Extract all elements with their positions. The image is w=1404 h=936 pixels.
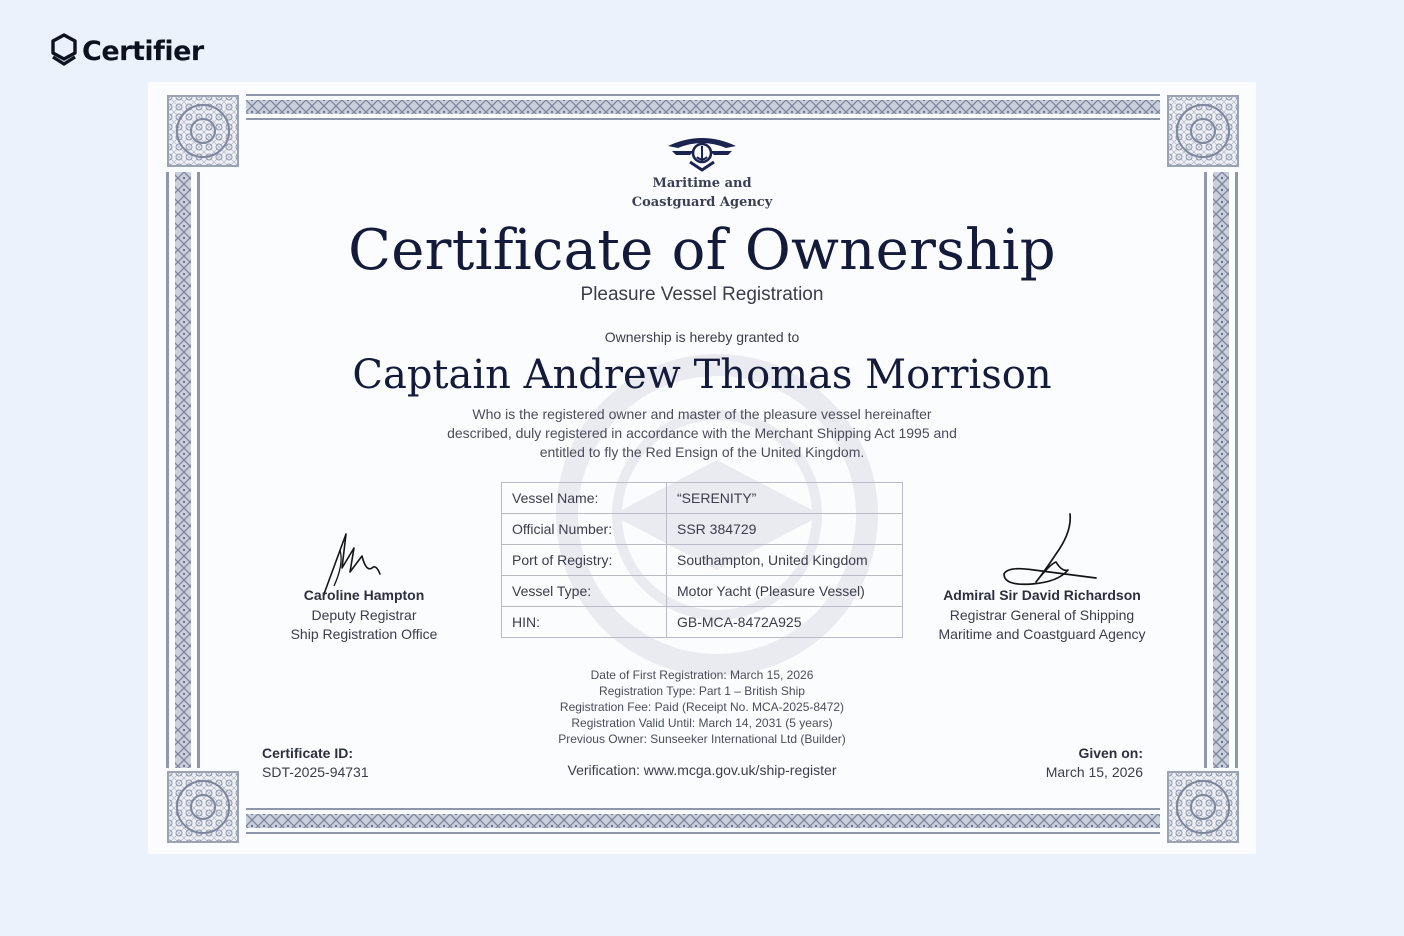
first-registration-date: Date of First Registration: March 15, 2026 [590, 668, 814, 682]
signatory-right-title: Registrar General of Shipping [949, 607, 1135, 623]
table-row [502, 514, 903, 545]
brand-logo [50, 33, 204, 69]
previous-owner: Previous Owner: Sunseeker International Ltd (Builder) [558, 732, 846, 746]
port-of-registry-label: Port of Registry: [502, 545, 667, 576]
certificate-description: Who is the registered owner and master of the pleasure vessel hereinafter described, duly registered in accordance with the Merchant Shipping Act 1995 and entitled to fly the Red Ensign of the United Kingdom. [447, 406, 957, 460]
hin-label: HIN: [502, 607, 667, 638]
certificate-title: Certificate of Ownership [348, 218, 1056, 283]
signatory-left-name: Caroline Hampton [303, 587, 425, 603]
signature-right [1000, 510, 1100, 590]
official-number-label: Official Number: [502, 514, 667, 545]
agency-name-line1: Maritime and [652, 176, 752, 191]
given-on-label: Given on: [1078, 745, 1143, 761]
certificate-id-value: SDT-2025-94731 [262, 764, 369, 780]
certificate-id-block [262, 744, 369, 782]
official-number-value: SSR 384729 [667, 514, 903, 545]
certifier-logo-icon [50, 33, 78, 69]
hin-value: GB-MCA-8472A925 [667, 607, 903, 638]
agency-name-line2: Coastguard Agency [631, 195, 773, 210]
signatory-left-office: Ship Registration Office [290, 626, 438, 642]
given-on-date: March 15, 2026 [1045, 764, 1143, 780]
vessel-type-value: Motor Yacht (Pleasure Vessel) [667, 576, 903, 607]
signatory-right [922, 584, 1162, 644]
corner-ornament-bottom-right [1164, 768, 1242, 846]
table-row [502, 607, 903, 638]
registration-type: Registration Type: Part 1 – British Ship [599, 684, 805, 698]
signatory-right-name: Admiral Sir David Richardson [943, 587, 1141, 603]
anchor-wings-emblem-icon [666, 134, 738, 172]
registration-details [502, 667, 902, 747]
certificate [148, 82, 1256, 854]
border-top [246, 94, 1160, 120]
certificate-id-label: Certificate ID: [262, 745, 354, 761]
verification-url[interactable]: Verification: www.mcga.gov.uk/ship-register [567, 762, 837, 778]
signatory-left-title: Deputy Registrar [311, 607, 417, 623]
corner-ornament-top-left [164, 92, 242, 170]
table-row [502, 545, 903, 576]
vessel-name-label: Vessel Name: [502, 483, 667, 514]
granted-text: Ownership is hereby granted to [604, 329, 800, 345]
signatory-right-office: Maritime and Coastguard Agency [938, 626, 1146, 642]
vessel-name-value: “SERENITY” [667, 483, 903, 514]
border-bottom [246, 808, 1160, 834]
vessel-type-label: Vessel Type: [502, 576, 667, 607]
brand-name: Certifier [82, 35, 204, 67]
given-on-block [1046, 744, 1143, 782]
table-row [502, 576, 903, 607]
vessel-details-table [501, 482, 903, 638]
port-of-registry-value: Southampton, United Kingdom [667, 545, 903, 576]
registration-fee: Registration Fee: Paid (Receipt No. MCA-2025-8472) [559, 700, 845, 714]
registration-valid-until: Registration Valid Until: March 14, 2031 (5 years) [571, 716, 833, 730]
corner-ornament-top-right [1164, 92, 1242, 170]
table-row [502, 483, 903, 514]
signatory-left [244, 584, 484, 644]
certificate-subtitle: Pleasure Vessel Registration [580, 284, 824, 305]
agency-name [148, 174, 1256, 212]
corner-ornament-bottom-left [164, 768, 242, 846]
recipient-name: Captain Andrew Thomas Morrison [352, 352, 1052, 398]
